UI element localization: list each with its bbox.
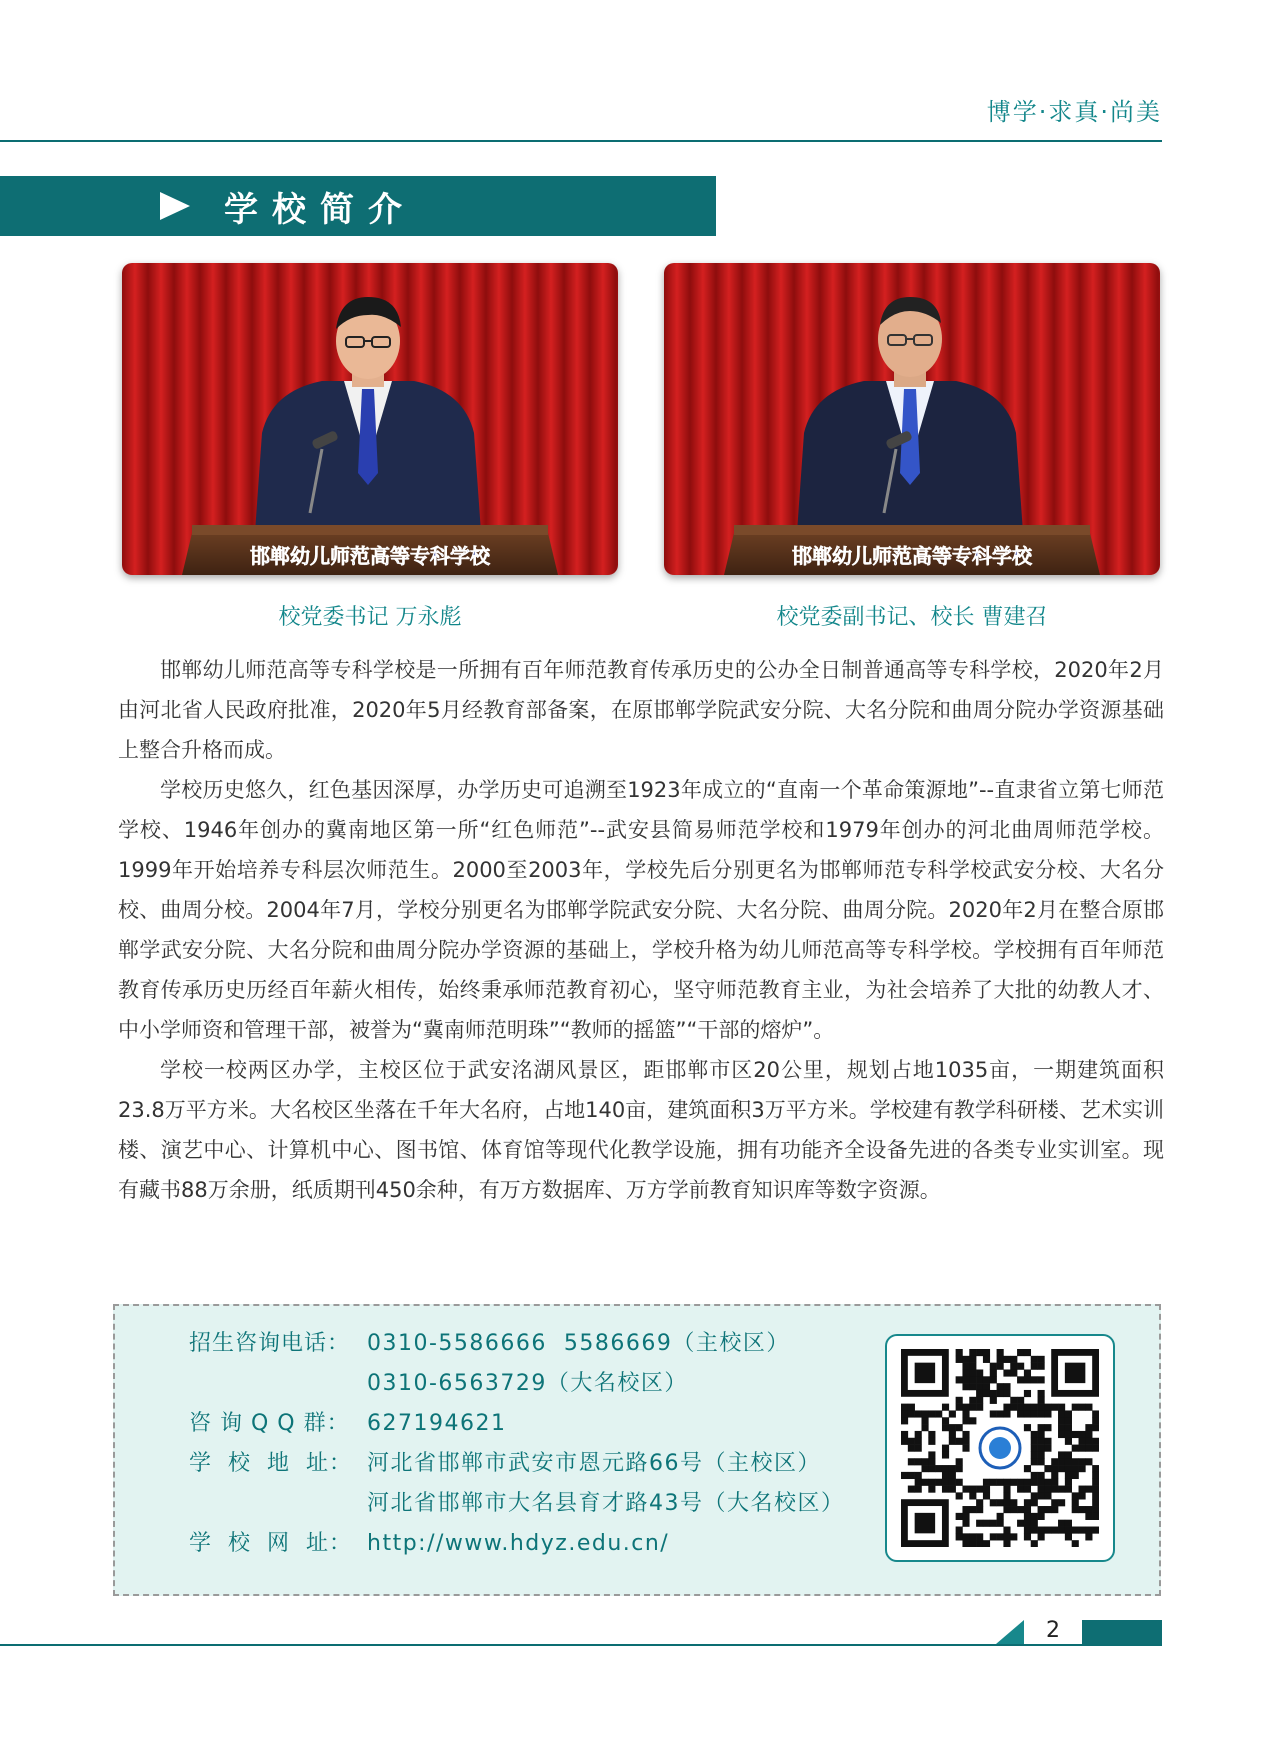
caption-party-secretary: 校党委书记 万永彪 (278, 605, 462, 630)
header-divider (0, 140, 1162, 142)
page-corner-triangle (996, 1620, 1024, 1644)
website-row (189, 1524, 845, 1564)
website-label: 学 校 网 址： (189, 1531, 352, 1556)
history-paragraph: 学校历史悠久，红色基因深厚，办学历史可追溯至1923年成立的“直南一个革命策源地”--直隶省立第七师范学校、1946年创办的冀南地区第一所“红色师范”--武安县简易师范学校和1979年创办的河北曲周师范学校。1999年开始培养专科层次师范生。2000至2003年，学校先后分别更名为邯郸师范专科学校武安分校、大名分校、曲周分校。2004年7月，学校分别更名为邯郸学院武安分院、大名分院、曲周分院。2020年2月在整合原邯郸学武安分院、大名分院和曲周分院办学资源的基础上，学校升格为幼儿师范高等专科学校。学校拥有百年师范教育传承历史历经百年薪火相传，始终秉承师范教育初心，坚守师范教育主业，为社会培养了大批的幼教人才、中小学师资和管理干部，被誉为“冀南师范明珠”“教师的摇篮”“干部的熔炉”。 (118, 778, 1164, 1042)
photo-principal (664, 263, 1160, 575)
phone-daming[interactable]: 0310-6563729（大名校区） (367, 1371, 688, 1396)
qq-label: 咨 询 Q Q 群： (189, 1411, 350, 1436)
page-number: 2 (1046, 1618, 1060, 1643)
address-daming: 河北省邯郸市大名县育才路43号（大名校区） (367, 1491, 845, 1516)
address-label: 学 校 地 址： (189, 1451, 352, 1476)
qr-code-icon (901, 1349, 1099, 1547)
qq-row (189, 1404, 845, 1444)
address-row-daming (189, 1484, 845, 1524)
phone-row-daming (189, 1364, 845, 1404)
campus-paragraph: 学校一校两区办学，主校区位于武安洺湖风景区，距邯郸市区20公里，规划占地1035亩，一期建筑面积23.8万平方米。大名校区坐落在千年大名府，占地140亩，建筑面积3万平方米。学校建有教学科研楼、艺术实训楼、演艺中心、计算机中心、图书馆、体育馆等现代化教学设施，拥有功能齐全设备先进的各类专业实训室。现有藏书88万余册，纸质期刊450余种，有万方数据库、万方学前教育知识库等数字资源。 (118, 1058, 1164, 1202)
caption-principal: 校党委副书记、校长 曹建召 (776, 605, 1048, 630)
phone-label: 招生咨询电话： (189, 1331, 351, 1356)
page-corner-bar (1082, 1620, 1162, 1644)
arrow-right-icon (160, 192, 190, 220)
school-introduction (118, 650, 1164, 1210)
section-title: 学校简介 (224, 189, 416, 230)
qr-code[interactable] (885, 1334, 1115, 1562)
address-row (189, 1444, 845, 1484)
podium-text: 邯郸幼儿师范高等专科学校 (792, 544, 1032, 568)
qq-value[interactable]: 627194621 (367, 1411, 507, 1436)
header-motto: 博学·求真·尚美 (986, 98, 1162, 126)
contact-info-box (113, 1304, 1161, 1596)
phone-main[interactable]: 0310-5586666 5586669（主校区） (367, 1331, 790, 1356)
podium-text: 邯郸幼儿师范高等专科学校 (250, 544, 490, 568)
website-link[interactable]: http://www.hdyz.edu.cn/ (367, 1531, 670, 1556)
photo-party-secretary (122, 263, 618, 575)
phone-row (189, 1324, 845, 1364)
footer-divider (0, 1644, 1162, 1646)
intro-paragraph: 邯郸幼儿师范高等专科学校是一所拥有百年师范教育传承历史的公办全日制普通高等专科学校，2020年2月由河北省人民政府批准，2020年5月经教育部备案，在原邯郸学院武安分院、大名分院和曲周分院办学资源基础上整合升格而成。 (118, 658, 1164, 762)
section-banner (0, 176, 716, 236)
address-main: 河北省邯郸市武安市恩元路66号（主校区） (367, 1451, 821, 1476)
